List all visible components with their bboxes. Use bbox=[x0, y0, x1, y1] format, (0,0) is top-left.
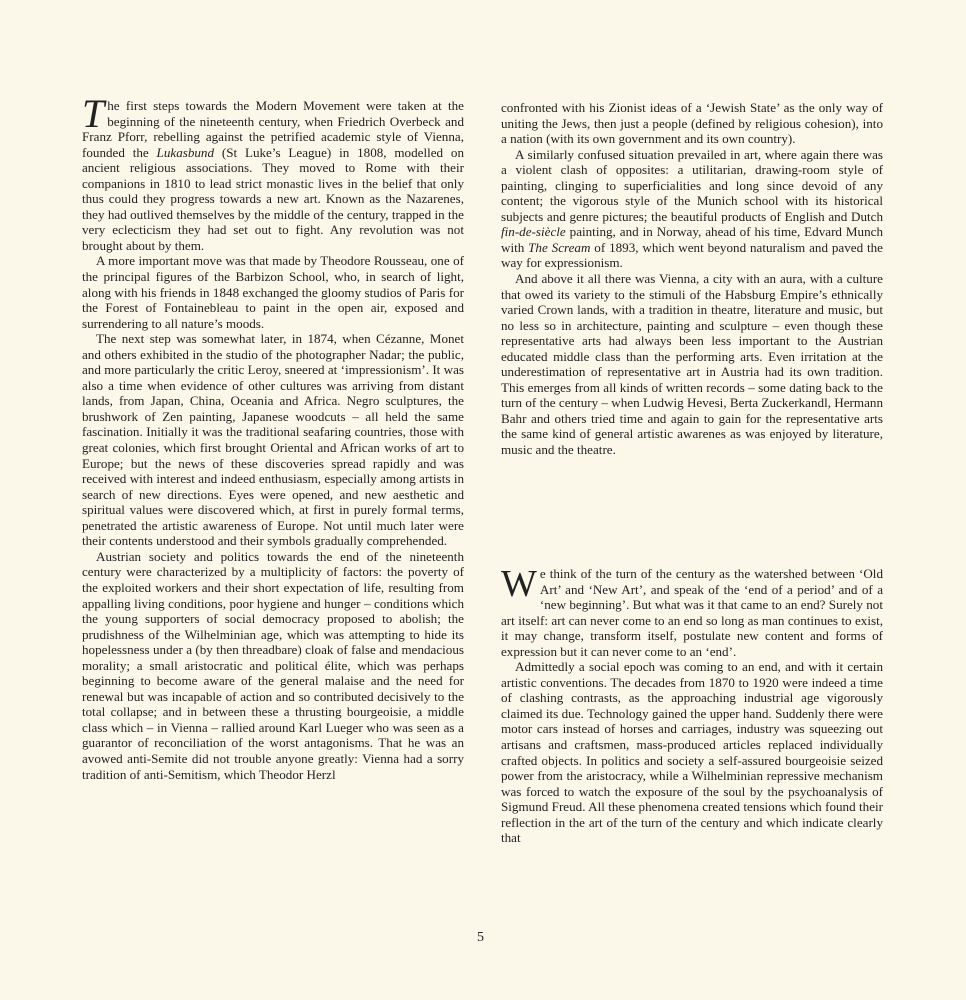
paragraph-text: e think of the turn of the century as the watershed between ‘Old Art’ and ‘New Art’, and speak of the ‘end of a period’ and of a ‘new beginning’. But what was it that came to an end? Surely not art itself: art can never come to an end so long as man continues to exist, it may change, transform itself, postulate new content and forms of expression but it can never come to an ‘end’. bbox=[501, 566, 883, 659]
emphasis: The Scream bbox=[528, 239, 591, 255]
drop-cap: T bbox=[82, 91, 105, 136]
paragraph: And above it all there was Vienna, a city with an aura, with a culture that owed its variety to the stimuli of the Habsburg Empire’s ethnically varied Crown lands, with a tradition in theatre, literature and music, but no less so in architecture, painting and sculpture – even though these representative arts had always been less important to the Austrian educated middle class than the performing arts. Even irritation at the underestimation of representative art in Austria had its own tradition. This emerges from all kinds of written records – some dating back to the turn of the century – when Ludwig Hevesi, Berta Zuckerkandl, Hermann Bahr and others tried time and again to gain for the representative arts the same kind of general artistic awarenes as was enjoyed by literature, music and the theatre. bbox=[501, 271, 883, 458]
page-number: 5 bbox=[477, 930, 484, 945]
paragraph-text: (St Luke’s League) in 1808, modelled on ancient religious associations. They moved to Rome with their companions in 1810 to lead strict monastic lives in the belief that only thus could they progress towards a new art. Known as the Nazarenes, they had outlived themselves by the middle of the century, trapped in the very eclecticism they had set out to fight. Any revolution was not brought about by them. bbox=[82, 144, 465, 253]
paragraph-text: he first steps towards the Modern Movement were taken at the beginning of the nineteenth century, when Friedrich Overbeck and Franz Pforr, rebelling against the petrified academic style of Vienna, founded the bbox=[82, 98, 464, 160]
emphasis: fin-de-siècle bbox=[501, 224, 566, 240]
paragraph bbox=[501, 147, 883, 271]
paragraph: Admittedly a social epoch was coming to an end, and with it certain artistic conventions. The decades from 1870 to 1920 were indeed a time of clashing contrasts, as the approaching industrial age vigorously claimed its due. Technology gained the upper hand. Suddenly there were motor cars instead of horses and carriages, industry was squeezing out artisans and craftsmen, mass-produced articles replaced individually crafted objects. In politics and society a self-assured bourgeoisie seized power from the aristocracy, while a Wilhelminian repressive mechanism was forced to watch the exposure of the soul by the psychoanalysis of Sigmund Freud. All these phenomena created tensions which found their reflection in the art of the turn of the century and which indicate clearly that bbox=[501, 659, 883, 846]
paragraph: The next step was somewhat later, in 1874, when Cézanne, Monet and others exhibited in the studio of the photographer Nadar; the public, and more particularly the critic Leroy, sneered at ‘impressionism’. It was also a time when evidence of other cultures was arriving from distant lands, from Japan, China, Oceania and Africa. Negro sculptures, the brushwork of Zen painting, Japanese woodcuts – all held the same fascination. Initially it was the traditional seafaring countries, those with great colonies, which first brought Oriental and African works of art to Europe; but the news of these discoveries spread rapidly and was received with interest and indeed enthusiasm, especially among artists in search of new directions. Eyes were opened, and new aesthetic and spiritual values were discovered which, at first in purely formal terms, penetrated the artistic awareness of Europe. Not until much later were their contents understood and their symbols gradually comprehended. bbox=[82, 331, 464, 549]
paragraph: Austrian society and politics towards the end of the nineteenth century were characterized by a multiplicity of factors: the poverty of the exploited workers and their short expectation of life, resulting from appalling living conditions, poor hygiene and hunger – conditions which the young supporters of social democracy proposed to abolish; the prudishness of the Wilhelminian age, which was attempting to hide its hopelessness under a (by then threadbare) cloak of false and mendacious morality; a small aristocratic and political élite, which was perhaps beginning to become aware of the general malaise and the need for renewal but was incapable of action and so contributed decisively to the total collapse; and in between these a thrusting bourgeoisie, a middle class which – in Vienna – rallied around Karl Lueger who was seen as a guarantor of reconciliation of the worst antagonisms. That he was an avowed anti-Semite did not trouble anyone greatly: Vienna had a sorry tradition of anti-Semitism, which Theodor Herzl bbox=[82, 548, 464, 782]
paragraph: A more important move was that made by Theodore Rousseau, one of the principal figures of the Barbizon School, who, in search of light, along with his friends in 1848 exchanged the gloomy studios of Paris for the Forest of Fontainebleau to paint in the open air, exposed and surrendering to all nature’s moods. bbox=[82, 253, 464, 331]
paragraph-text: painting, and in Norway, ahead of his time, Edvard Munch with bbox=[501, 224, 883, 255]
paragraph-text: of 1893, which went beyond naturalism and paved the way for expressionism. bbox=[501, 239, 883, 271]
left-column bbox=[82, 91, 465, 782]
section-two bbox=[501, 563, 883, 846]
drop-cap: W bbox=[501, 563, 537, 605]
paragraph bbox=[501, 563, 883, 659]
paragraph bbox=[82, 91, 465, 253]
right-column bbox=[501, 100, 883, 458]
paragraph: confronted with his Zionist ideas of a ‘Jewish State’ as the only way of uniting the Jews, then just a people (defined by religious cohesion), into a nation (with its own government and its own country). bbox=[501, 100, 883, 147]
paragraph-text: A similarly confused situation prevailed in art, where again there was a violent clash of opposites: a utilitarian, drawing-room style of painting, clinging to superficialities and long since devoid of any content; the vigorous style of the Munich school with its historical subjects and genre pictures; the beautiful products of English and Dutch bbox=[501, 146, 883, 224]
emphasis: Lukasbund bbox=[156, 144, 215, 160]
